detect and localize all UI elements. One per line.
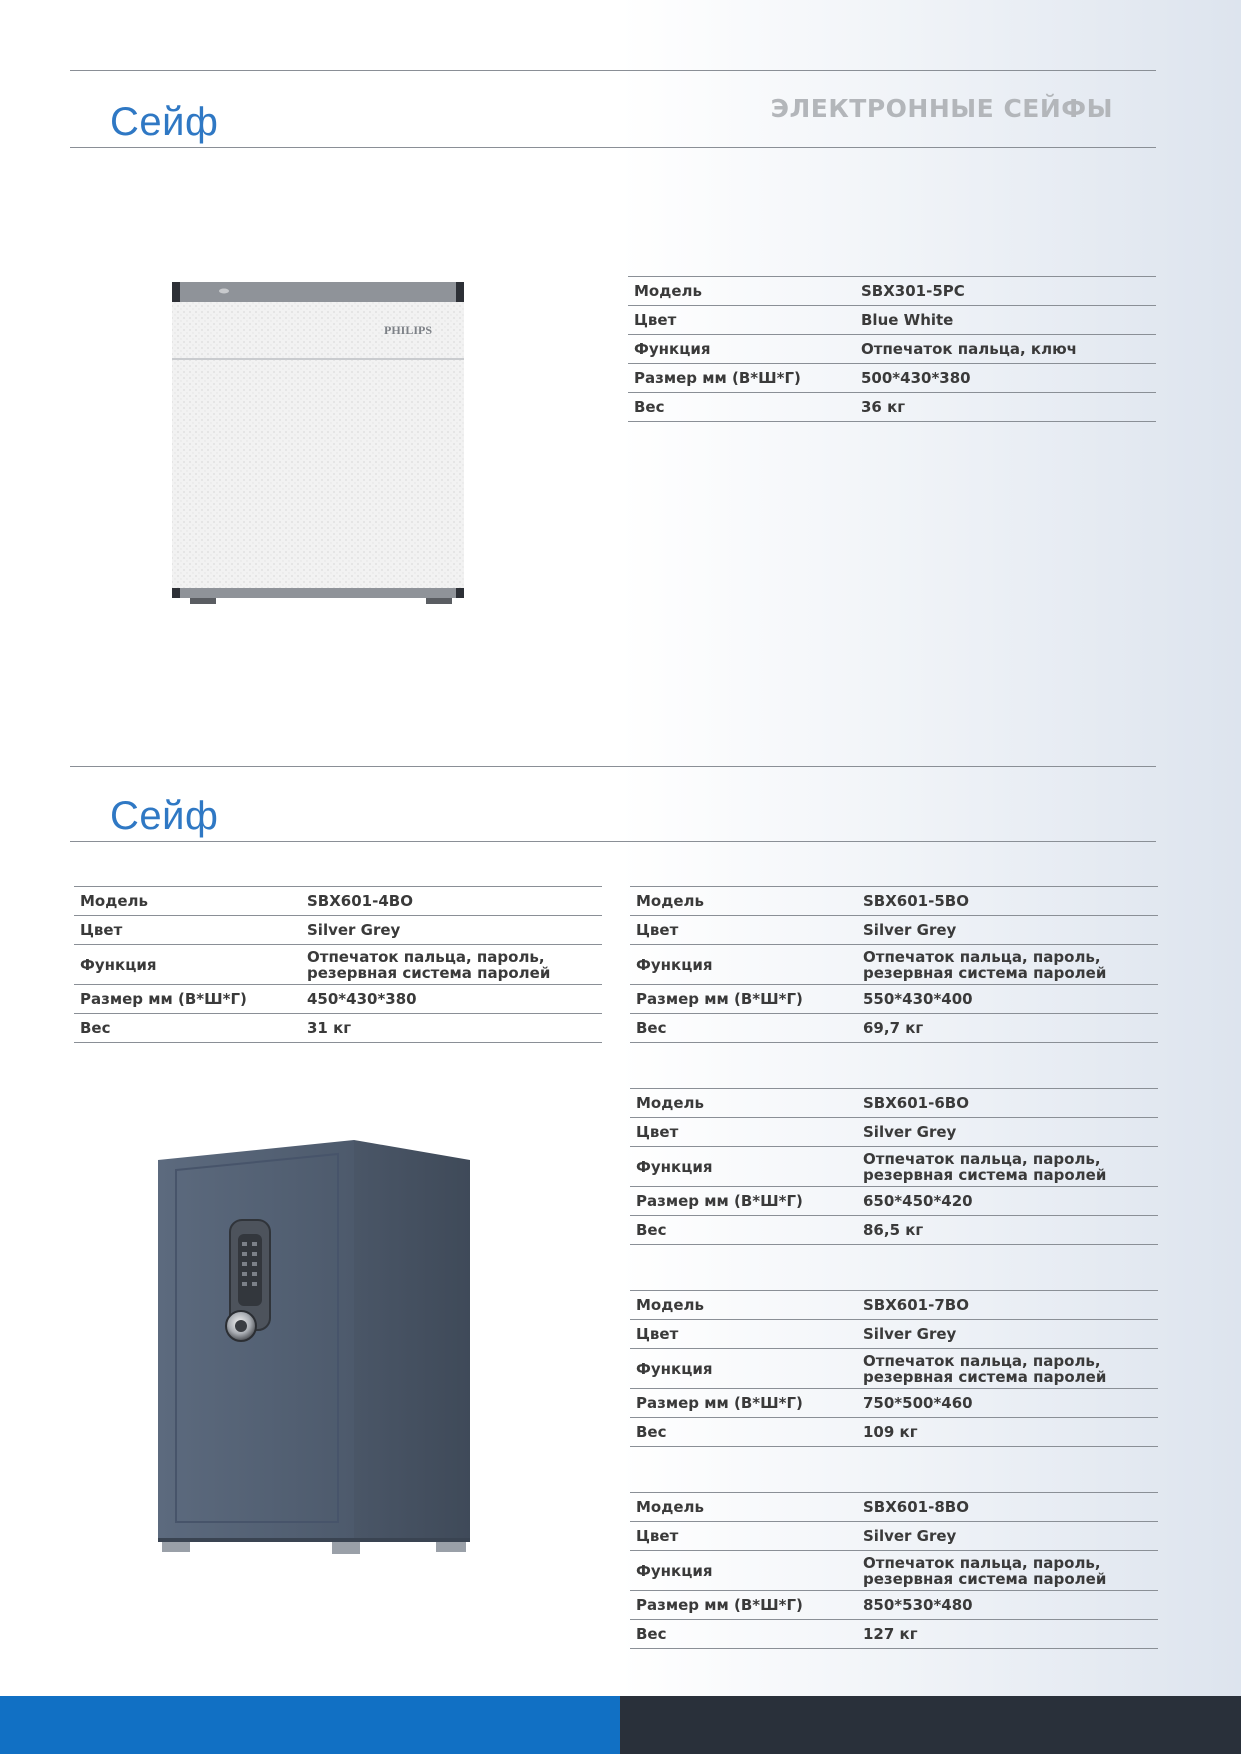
- spec-row-weight: [628, 393, 1156, 422]
- spec-value-size: 550*430*400: [857, 985, 1158, 1014]
- spec-row-size: [630, 1389, 1158, 1418]
- spec-row-model: [630, 1089, 1158, 1118]
- spec-row-color: [630, 1522, 1158, 1551]
- spec-row-weight: [630, 1418, 1158, 1447]
- spec-label: Размер мм (В*Ш*Г): [630, 1187, 857, 1216]
- spec-row-function: [630, 1349, 1158, 1389]
- spec-row-model: [74, 887, 602, 916]
- function-line: Отпечаток пальца, ключ: [861, 340, 1077, 358]
- spec-label: Вес: [630, 1216, 857, 1245]
- spec-label: Вес: [628, 393, 855, 422]
- spec-label: Функция: [630, 1551, 857, 1591]
- function-line: Отпечаток пальца, пароль,: [863, 947, 1101, 966]
- spec-label: Цвет: [628, 306, 855, 335]
- spec-row-color: [628, 306, 1156, 335]
- spec-label: Размер мм (В*Ш*Г): [628, 364, 855, 393]
- spec-value-color: Silver Grey: [857, 1522, 1158, 1551]
- spec-row-model: [630, 1291, 1158, 1320]
- spec-value-model: SBX301-5PC: [855, 277, 1156, 306]
- spec-row-function: [628, 335, 1156, 364]
- spec-value-color: Blue White: [855, 306, 1156, 335]
- spec-label: Функция: [630, 1147, 857, 1187]
- spec-value-function: [855, 335, 1156, 364]
- section2-title-rule: [70, 841, 1156, 842]
- spec-label: Вес: [74, 1014, 301, 1043]
- spec-label: Вес: [630, 1620, 857, 1649]
- spec-table-sbx601-6bo: [630, 1088, 1158, 1245]
- spec-value-weight: 86,5 кг: [857, 1216, 1158, 1245]
- spec-label: Модель: [74, 887, 301, 916]
- spec-value-weight: 31 кг: [301, 1014, 602, 1043]
- spec-row-size: [630, 1187, 1158, 1216]
- spec-row-weight: [74, 1014, 602, 1043]
- spec-label: Цвет: [630, 916, 857, 945]
- spec-label: Цвет: [74, 916, 301, 945]
- spec-value-color: Silver Grey: [857, 916, 1158, 945]
- grey-safe-image: [154, 1138, 474, 1562]
- spec-label: Размер мм (В*Ш*Г): [630, 985, 857, 1014]
- spec-label: Размер мм (В*Ш*Г): [630, 1591, 857, 1620]
- spec-row-size: [630, 985, 1158, 1014]
- section-title-rule: [70, 147, 1156, 148]
- spec-value-model: SBX601-6BO: [857, 1089, 1158, 1118]
- spec-label: Функция: [630, 1349, 857, 1389]
- function-line: Отпечаток пальца, пароль,: [307, 947, 545, 966]
- spec-value-size: 650*450*420: [857, 1187, 1158, 1216]
- spec-value-model: SBX601-7BO: [857, 1291, 1158, 1320]
- spec-value-model: SBX601-4BO: [301, 887, 602, 916]
- spec-value-function: [857, 1551, 1158, 1591]
- spec-table-sbx301-5pc: [628, 276, 1156, 422]
- spec-label: Размер мм (В*Ш*Г): [74, 985, 301, 1014]
- spec-value-function: [857, 1147, 1158, 1187]
- function-line: Отпечаток пальца, пароль,: [863, 1149, 1101, 1168]
- spec-row-model: [628, 277, 1156, 306]
- spec-table-sbx601-4bo: [74, 886, 602, 1043]
- spec-label: Функция: [74, 945, 301, 985]
- function-line: резервная система паролей: [863, 1165, 1107, 1184]
- spec-value-size: 750*500*460: [857, 1389, 1158, 1418]
- spec-row-model: [630, 1493, 1158, 1522]
- spec-label: Цвет: [630, 1118, 857, 1147]
- spec-value-size: 500*430*380: [855, 364, 1156, 393]
- function-line: резервная система паролей: [307, 963, 551, 982]
- spec-value-weight: 69,7 кг: [857, 1014, 1158, 1043]
- spec-row-size: [630, 1591, 1158, 1620]
- spec-row-color: [630, 1118, 1158, 1147]
- function-line: Отпечаток пальца, пароль,: [863, 1351, 1101, 1370]
- spec-row-weight: [630, 1216, 1158, 1245]
- section-title: Сейф: [110, 100, 219, 144]
- spec-table-sbx601-5bo: [630, 886, 1158, 1043]
- function-line: Отпечаток пальца, пароль,: [863, 1553, 1101, 1572]
- section2-top-rule: [70, 766, 1156, 767]
- spec-label: Модель: [630, 887, 857, 916]
- spec-row-size: [74, 985, 602, 1014]
- spec-value-size: 450*430*380: [301, 985, 602, 1014]
- spec-value-weight: 109 кг: [857, 1418, 1158, 1447]
- top-rule: [70, 70, 1156, 71]
- spec-row-color: [630, 916, 1158, 945]
- spec-label: Цвет: [630, 1320, 857, 1349]
- category-heading: ЭЛЕКТРОННЫЕ СЕЙФЫ: [770, 94, 1113, 123]
- spec-label: Цвет: [630, 1522, 857, 1551]
- spec-row-function: [630, 945, 1158, 985]
- spec-label: Размер мм (В*Ш*Г): [630, 1389, 857, 1418]
- white-safe-image: [170, 280, 466, 614]
- spec-value-size: 850*530*480: [857, 1591, 1158, 1620]
- function-line: резервная система паролей: [863, 1569, 1107, 1588]
- spec-row-color: [74, 916, 602, 945]
- spec-row-function: [74, 945, 602, 985]
- spec-label: Функция: [630, 945, 857, 985]
- spec-value-color: Silver Grey: [857, 1320, 1158, 1349]
- spec-table-sbx601-8bo: [630, 1492, 1158, 1649]
- function-line: резервная система паролей: [863, 1367, 1107, 1386]
- spec-label: Модель: [630, 1493, 857, 1522]
- spec-label: Вес: [630, 1418, 857, 1447]
- spec-row-weight: [630, 1014, 1158, 1043]
- function-line: резервная система паролей: [863, 963, 1107, 982]
- spec-value-function: [857, 1349, 1158, 1389]
- spec-value-weight: 127 кг: [857, 1620, 1158, 1649]
- spec-value-model: SBX601-5BO: [857, 887, 1158, 916]
- spec-row-function: [630, 1551, 1158, 1591]
- brand-logo: PHILIPS: [383, 323, 433, 337]
- spec-value-function: [301, 945, 602, 985]
- spec-label: Вес: [630, 1014, 857, 1043]
- spec-row-function: [630, 1147, 1158, 1187]
- spec-value-function: [857, 945, 1158, 985]
- spec-value-weight: 36 кг: [855, 393, 1156, 422]
- spec-row-size: [628, 364, 1156, 393]
- spec-value-model: SBX601-8BO: [857, 1493, 1158, 1522]
- spec-label: Функция: [628, 335, 855, 364]
- spec-label: Модель: [630, 1089, 857, 1118]
- spec-row-weight: [630, 1620, 1158, 1649]
- section-title: Сейф: [110, 794, 219, 838]
- spec-row-model: [630, 887, 1158, 916]
- spec-row-color: [630, 1320, 1158, 1349]
- footer-bar-blue: [0, 1696, 620, 1754]
- footer-bar-dark: [620, 1696, 1241, 1754]
- spec-label: Модель: [630, 1291, 857, 1320]
- spec-table-sbx601-7bo: [630, 1290, 1158, 1447]
- spec-value-color: Silver Grey: [857, 1118, 1158, 1147]
- spec-label: Модель: [628, 277, 855, 306]
- spec-value-color: Silver Grey: [301, 916, 602, 945]
